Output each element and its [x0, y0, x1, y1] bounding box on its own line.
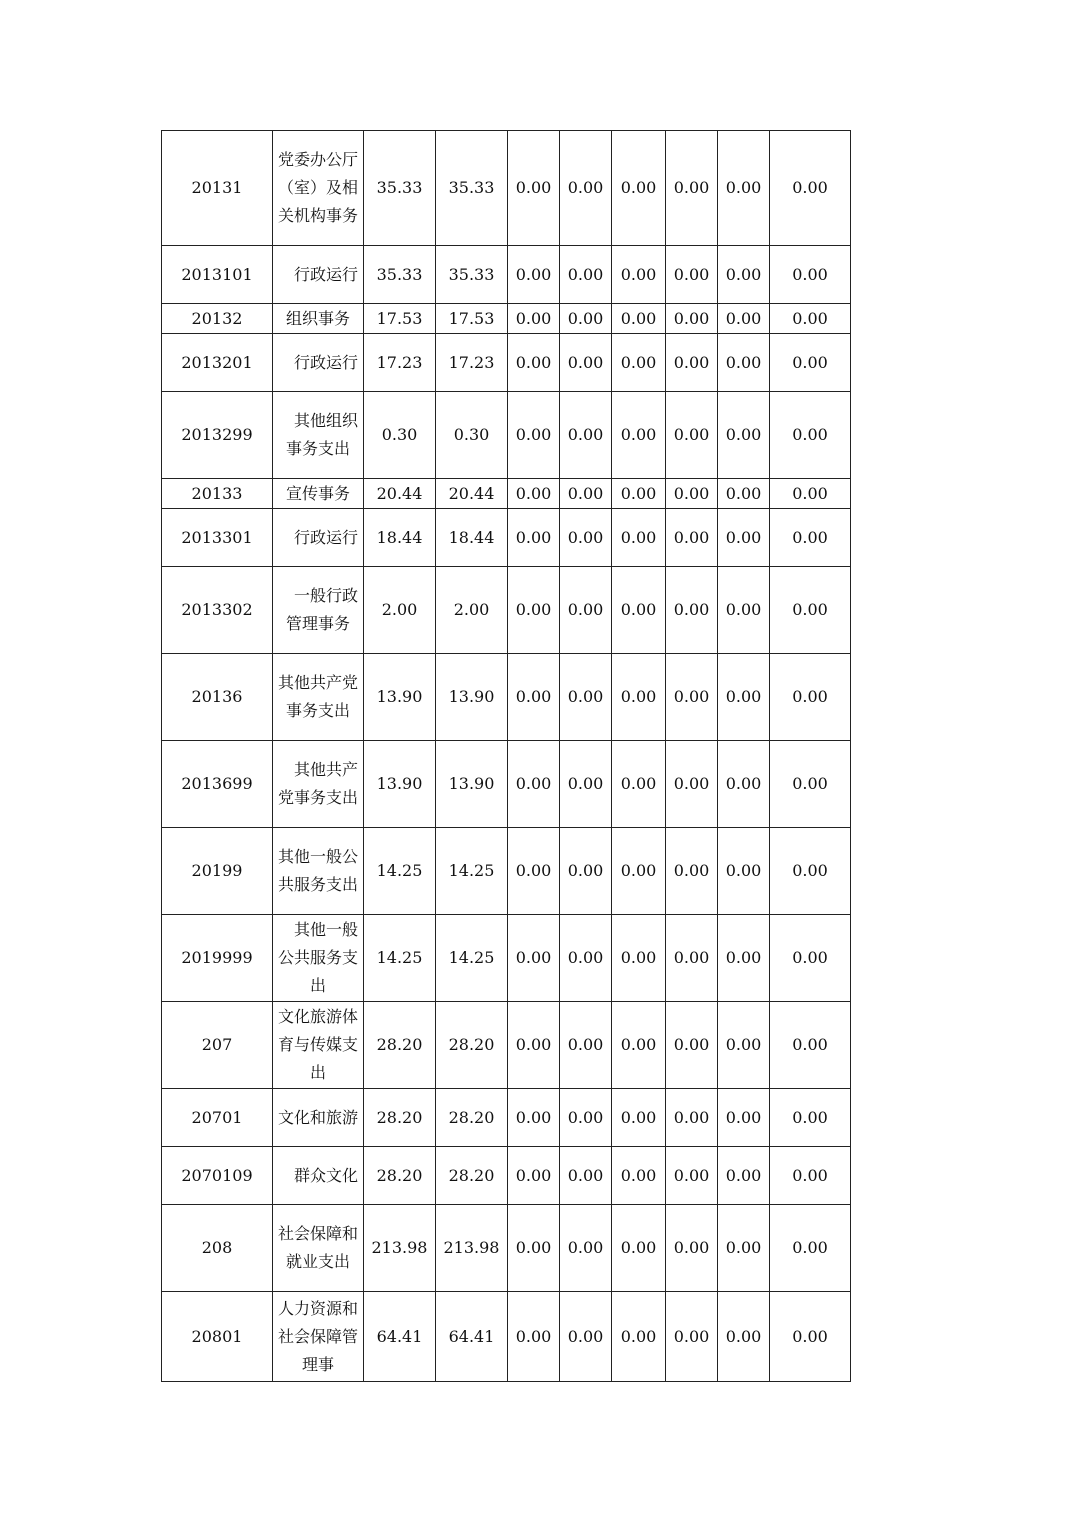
cell-code: 2013699 — [162, 741, 273, 828]
cell-value: 0.00 — [718, 741, 770, 828]
cell-value: 0.00 — [508, 334, 560, 392]
cell-value: 0.00 — [666, 741, 718, 828]
cell-value: 14.25 — [364, 828, 436, 915]
cell-value: 0.00 — [666, 1292, 718, 1382]
cell-value: 0.00 — [508, 1089, 560, 1147]
cell-value: 0.00 — [508, 567, 560, 654]
cell-value: 0.00 — [718, 1147, 770, 1205]
cell-code: 2070109 — [162, 1147, 273, 1205]
cell-name: 群众文化 — [273, 1147, 364, 1205]
cell-value: 0.00 — [560, 654, 612, 741]
cell-value: 0.00 — [718, 1002, 770, 1089]
cell-value: 0.00 — [770, 392, 851, 479]
cell-name: 其他共产党事务支出 — [273, 654, 364, 741]
table-row — [162, 246, 851, 304]
cell-value: 0.00 — [718, 1292, 770, 1382]
cell-value: 13.90 — [364, 654, 436, 741]
cell-value: 20.44 — [364, 479, 436, 509]
cell-value: 0.00 — [666, 509, 718, 567]
cell-value: 0.00 — [560, 1292, 612, 1382]
cell-value: 0.00 — [560, 304, 612, 334]
cell-value: 0.00 — [770, 828, 851, 915]
table-row — [162, 509, 851, 567]
cell-code: 2013201 — [162, 334, 273, 392]
cell-value: 0.00 — [770, 246, 851, 304]
cell-value: 0.00 — [612, 567, 666, 654]
cell-value: 2.00 — [436, 567, 508, 654]
cell-value: 0.00 — [718, 509, 770, 567]
cell-value: 0.00 — [612, 1002, 666, 1089]
cell-code: 20801 — [162, 1292, 273, 1382]
cell-name: 其他共产党事务支出 — [273, 741, 364, 828]
cell-value: 0.00 — [770, 1292, 851, 1382]
cell-value: 0.00 — [508, 246, 560, 304]
cell-code: 20132 — [162, 304, 273, 334]
table-row — [162, 654, 851, 741]
cell-name: 其他一般公共服务支出 — [273, 915, 364, 1002]
cell-value: 0.00 — [770, 1205, 851, 1292]
cell-value: 0.00 — [666, 915, 718, 1002]
cell-value: 0.00 — [666, 304, 718, 334]
cell-value: 0.00 — [770, 567, 851, 654]
cell-code: 20131 — [162, 131, 273, 246]
table-row — [162, 1147, 851, 1205]
cell-value: 0.00 — [770, 334, 851, 392]
cell-value: 0.00 — [560, 915, 612, 1002]
budget-table — [161, 130, 851, 1382]
cell-value: 28.20 — [436, 1147, 508, 1205]
cell-value: 0.00 — [612, 392, 666, 479]
cell-value: 0.00 — [770, 304, 851, 334]
table-body — [162, 131, 851, 1382]
cell-value: 0.00 — [666, 131, 718, 246]
cell-value: 13.90 — [364, 741, 436, 828]
table-row — [162, 1002, 851, 1089]
cell-value: 0.00 — [770, 131, 851, 246]
cell-value: 0.30 — [364, 392, 436, 479]
cell-value: 13.90 — [436, 654, 508, 741]
cell-value: 0.00 — [770, 654, 851, 741]
cell-name: 组织事务 — [273, 304, 364, 334]
cell-value: 0.00 — [666, 567, 718, 654]
cell-value: 213.98 — [436, 1205, 508, 1292]
cell-value: 0.00 — [770, 915, 851, 1002]
cell-value: 0.00 — [718, 1089, 770, 1147]
table-row — [162, 1205, 851, 1292]
cell-value: 17.53 — [436, 304, 508, 334]
cell-value: 0.00 — [718, 334, 770, 392]
cell-value: 0.00 — [770, 741, 851, 828]
cell-value: 28.20 — [364, 1002, 436, 1089]
cell-value: 0.00 — [612, 131, 666, 246]
cell-value: 0.00 — [612, 1292, 666, 1382]
cell-name: 社会保障和就业支出 — [273, 1205, 364, 1292]
cell-value: 0.00 — [560, 741, 612, 828]
table-row — [162, 334, 851, 392]
cell-code: 20701 — [162, 1089, 273, 1147]
cell-name: 行政运行 — [273, 334, 364, 392]
cell-value: 0.00 — [718, 567, 770, 654]
cell-value: 0.00 — [666, 1147, 718, 1205]
cell-value: 64.41 — [364, 1292, 436, 1382]
table-row — [162, 741, 851, 828]
cell-code: 20136 — [162, 654, 273, 741]
cell-value: 0.00 — [560, 392, 612, 479]
cell-value: 0.00 — [508, 828, 560, 915]
cell-code: 2019999 — [162, 915, 273, 1002]
cell-value: 18.44 — [436, 509, 508, 567]
cell-value: 35.33 — [364, 246, 436, 304]
cell-name: 其他组织事务支出 — [273, 392, 364, 479]
cell-value: 0.00 — [666, 1205, 718, 1292]
cell-value: 0.00 — [508, 304, 560, 334]
cell-code: 2013101 — [162, 246, 273, 304]
cell-value: 0.00 — [508, 479, 560, 509]
cell-name: 宣传事务 — [273, 479, 364, 509]
cell-value: 0.00 — [612, 334, 666, 392]
cell-value: 0.00 — [718, 246, 770, 304]
cell-name: 行政运行 — [273, 246, 364, 304]
cell-value: 0.00 — [666, 1002, 718, 1089]
cell-value: 0.00 — [560, 509, 612, 567]
cell-value: 0.00 — [560, 1205, 612, 1292]
cell-value: 35.33 — [436, 246, 508, 304]
cell-value: 0.00 — [770, 479, 851, 509]
cell-value: 0.00 — [612, 1147, 666, 1205]
cell-value: 0.00 — [508, 915, 560, 1002]
cell-name: 文化和旅游 — [273, 1089, 364, 1147]
cell-value: 0.00 — [718, 304, 770, 334]
cell-value: 0.00 — [560, 1147, 612, 1205]
table-row — [162, 828, 851, 915]
cell-value: 0.00 — [770, 1147, 851, 1205]
cell-value: 17.23 — [364, 334, 436, 392]
cell-value: 18.44 — [364, 509, 436, 567]
cell-name: 一般行政管理事务 — [273, 567, 364, 654]
cell-value: 0.00 — [560, 334, 612, 392]
cell-code: 208 — [162, 1205, 273, 1292]
cell-value: 0.00 — [508, 392, 560, 479]
cell-value: 0.00 — [508, 1205, 560, 1292]
cell-value: 0.00 — [560, 828, 612, 915]
cell-value: 0.00 — [666, 392, 718, 479]
cell-name: 党委办公厅（室）及相关机构事务 — [273, 131, 364, 246]
cell-value: 0.00 — [718, 1205, 770, 1292]
cell-value: 0.00 — [718, 479, 770, 509]
cell-value: 213.98 — [364, 1205, 436, 1292]
cell-value: 0.00 — [770, 509, 851, 567]
table-row — [162, 1089, 851, 1147]
cell-value: 28.20 — [436, 1089, 508, 1147]
cell-code: 207 — [162, 1002, 273, 1089]
cell-value: 0.00 — [560, 567, 612, 654]
cell-value: 0.00 — [666, 334, 718, 392]
cell-value: 0.00 — [612, 828, 666, 915]
table-row — [162, 567, 851, 654]
cell-value: 0.00 — [612, 915, 666, 1002]
cell-value: 0.00 — [612, 1205, 666, 1292]
cell-value: 0.00 — [612, 1089, 666, 1147]
cell-value: 0.00 — [612, 246, 666, 304]
cell-value: 0.00 — [666, 246, 718, 304]
table-row — [162, 131, 851, 246]
cell-value: 0.00 — [666, 654, 718, 741]
table-row — [162, 479, 851, 509]
cell-value: 14.25 — [436, 828, 508, 915]
cell-value: 14.25 — [436, 915, 508, 1002]
cell-value: 0.00 — [666, 479, 718, 509]
cell-value: 0.00 — [560, 479, 612, 509]
cell-value: 0.00 — [612, 654, 666, 741]
cell-value: 14.25 — [364, 915, 436, 1002]
table-row — [162, 1292, 851, 1382]
cell-value: 0.00 — [612, 509, 666, 567]
cell-value: 0.00 — [770, 1089, 851, 1147]
cell-value: 28.20 — [364, 1089, 436, 1147]
cell-value: 2.00 — [364, 567, 436, 654]
cell-value: 0.00 — [612, 741, 666, 828]
cell-value: 0.00 — [666, 1089, 718, 1147]
cell-value: 0.00 — [718, 131, 770, 246]
cell-value: 0.00 — [770, 1002, 851, 1089]
table-row — [162, 915, 851, 1002]
cell-value: 0.00 — [560, 1002, 612, 1089]
cell-value: 35.33 — [364, 131, 436, 246]
cell-name: 行政运行 — [273, 509, 364, 567]
cell-value: 0.00 — [718, 828, 770, 915]
cell-value: 28.20 — [436, 1002, 508, 1089]
cell-value: 0.00 — [612, 479, 666, 509]
cell-value: 0.00 — [508, 1292, 560, 1382]
cell-value: 0.00 — [508, 1147, 560, 1205]
table-row — [162, 304, 851, 334]
cell-value: 0.00 — [508, 654, 560, 741]
cell-code: 2013302 — [162, 567, 273, 654]
table-row — [162, 392, 851, 479]
cell-value: 64.41 — [436, 1292, 508, 1382]
cell-value: 0.00 — [718, 392, 770, 479]
cell-name: 人力资源和社会保障管理事 — [273, 1292, 364, 1382]
cell-value: 0.00 — [508, 509, 560, 567]
cell-value: 35.33 — [436, 131, 508, 246]
cell-value: 20.44 — [436, 479, 508, 509]
cell-code: 20133 — [162, 479, 273, 509]
cell-value: 28.20 — [364, 1147, 436, 1205]
cell-value: 0.00 — [612, 304, 666, 334]
cell-value: 0.00 — [508, 1002, 560, 1089]
cell-name: 其他一般公共服务支出 — [273, 828, 364, 915]
cell-code: 2013299 — [162, 392, 273, 479]
cell-value: 0.00 — [560, 246, 612, 304]
cell-value: 0.00 — [508, 131, 560, 246]
cell-name: 文化旅游体育与传媒支出 — [273, 1002, 364, 1089]
cell-value: 0.00 — [666, 828, 718, 915]
cell-value: 0.00 — [560, 131, 612, 246]
cell-value: 13.90 — [436, 741, 508, 828]
cell-value: 0.00 — [718, 654, 770, 741]
cell-value: 0.00 — [508, 741, 560, 828]
cell-code: 20199 — [162, 828, 273, 915]
cell-value: 0.00 — [560, 1089, 612, 1147]
cell-value: 0.30 — [436, 392, 508, 479]
cell-value: 17.23 — [436, 334, 508, 392]
cell-code: 2013301 — [162, 509, 273, 567]
cell-value: 0.00 — [718, 915, 770, 1002]
cell-value: 17.53 — [364, 304, 436, 334]
